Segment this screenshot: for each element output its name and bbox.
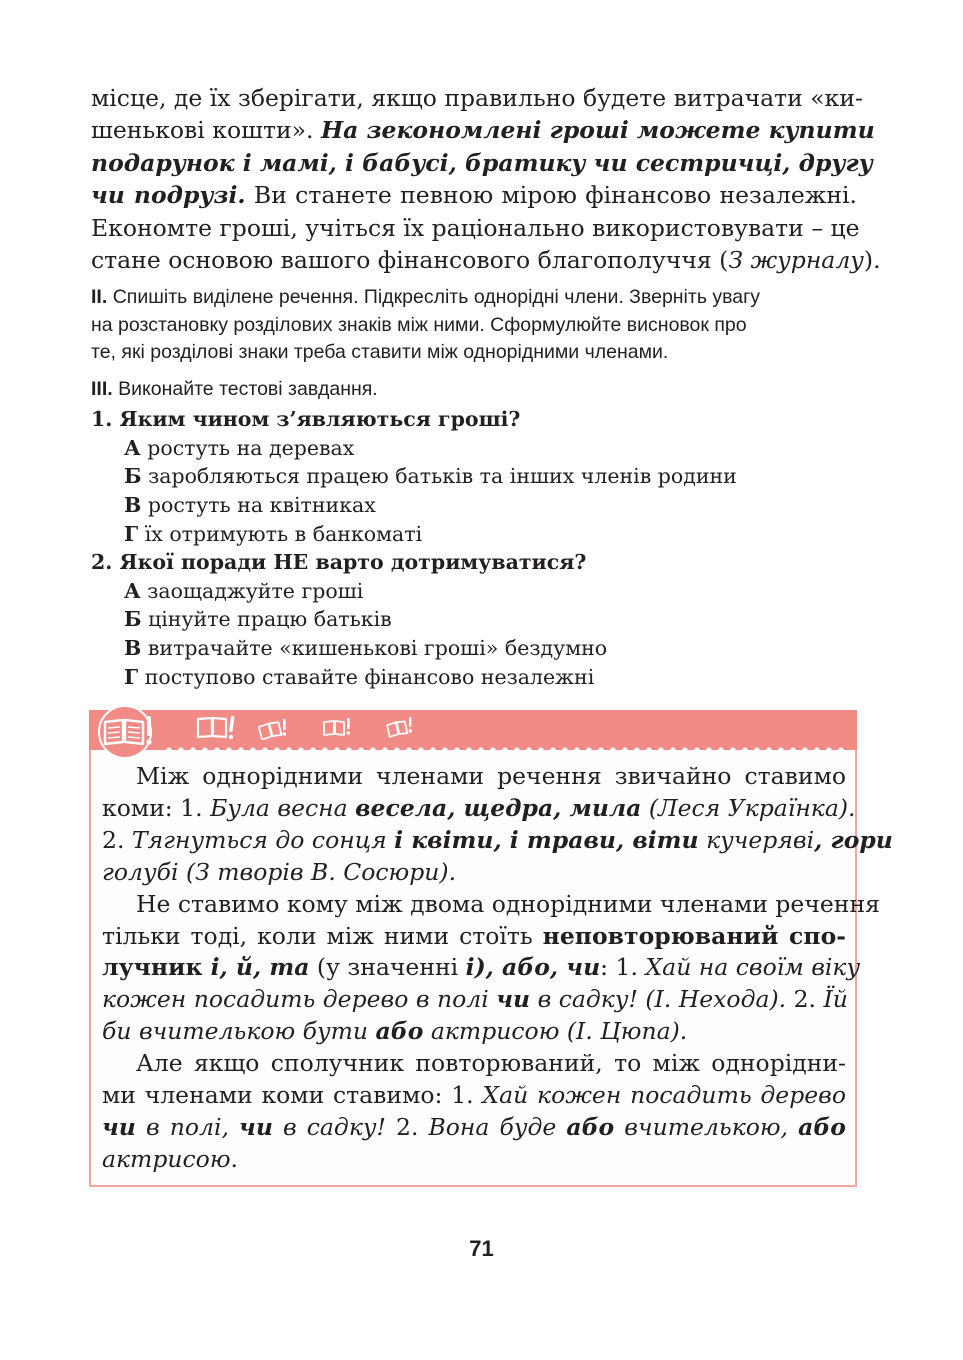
task-text: Спишіть виділене речення. Підкресліть однорідні члени. Зверніть увагу xyxy=(112,286,760,308)
intro-line xyxy=(91,147,873,179)
task-2-line: те, які розділові знаки треба ставити між однорідними членами. xyxy=(91,341,669,363)
task-2 xyxy=(91,284,859,367)
intro-text: Ви станете певною мірою фінансово незалежні. xyxy=(253,181,857,210)
rule-line xyxy=(102,1016,846,1048)
example-text: (Леся Українка). xyxy=(641,793,856,822)
rule-line xyxy=(102,1080,846,1112)
example-text: Їй xyxy=(823,985,848,1014)
rule-term: неповторюваний спо- xyxy=(542,921,846,950)
task-2-line: на розстановку розділових знаків між ними. Сформулюйте висновок про xyxy=(91,313,747,336)
source-citation: З журналу xyxy=(728,246,864,275)
question-2: 2. Якої поради НЕ варто дотримуватися? xyxy=(91,550,587,574)
question-1-option-a xyxy=(124,434,354,463)
rule-text-part: 2. xyxy=(102,825,132,854)
example-text: Хай на своїм віку xyxy=(645,953,861,982)
intro-line xyxy=(91,244,881,276)
example-text: Вона буде xyxy=(428,1112,567,1141)
rule-text-part: тільки тоді, коли між ними стоїть xyxy=(102,921,543,950)
rule-text xyxy=(102,761,893,1176)
example-highlight: або xyxy=(566,1112,615,1141)
intro-text: ). xyxy=(863,246,881,275)
option-text: ростуть на квітниках xyxy=(147,493,376,517)
option-text: цінуйте працю батьків xyxy=(148,607,392,631)
question-1-option-b xyxy=(124,462,737,491)
highlighted-sentence: На зекономлені гроші можете купити xyxy=(320,116,875,145)
example-highlight: або xyxy=(798,1112,846,1141)
rule-term: і, й, та xyxy=(210,953,310,982)
task-3 xyxy=(91,376,859,404)
example-text: Тягнуться до сонця xyxy=(131,825,395,854)
example-text: Хай кожен посадить дерево xyxy=(482,1081,846,1110)
question-2-option-a xyxy=(124,577,363,606)
example-text: в полі, xyxy=(135,1112,240,1141)
book-exclamation-icon xyxy=(196,714,238,742)
example-highlight: чи xyxy=(239,1112,273,1141)
example-text: кучеряві xyxy=(698,825,815,854)
page-number: 71 xyxy=(469,1236,494,1261)
option-letter: В xyxy=(124,493,142,517)
example-highlight: і квіти, і трави, віти xyxy=(394,825,699,854)
scallop-border xyxy=(89,744,857,754)
rule-line: Між однорідними членами речення звичайно ставимо xyxy=(136,762,846,790)
intro-line xyxy=(91,114,875,146)
highlighted-sentence: чи подрузі. xyxy=(91,181,246,210)
example-text: кожен посадить дерево в полі xyxy=(102,985,497,1014)
example-highlight: весела, щедра, мила xyxy=(355,793,642,822)
rule-line xyxy=(102,857,846,889)
rule-text-part: : 1. xyxy=(600,953,646,982)
question-1-option-c xyxy=(124,491,376,520)
rule-text-part: 2. xyxy=(786,985,824,1014)
book-exclamation-icon xyxy=(322,716,354,738)
option-letter: Г xyxy=(124,522,139,546)
intro-text: шенькові кошти». xyxy=(91,116,314,145)
question-1: 1. Яким чином з’являються гроші? xyxy=(91,407,521,431)
option-text: поступово ставайте фінансово незалежні xyxy=(144,665,595,689)
rule-line xyxy=(102,952,861,984)
question-2-option-c xyxy=(124,634,607,663)
option-text: заробляються працею батьків та інших членів родини xyxy=(148,464,737,488)
example-text: актрисою (І. Цюпа). xyxy=(423,1017,688,1046)
option-text: витрачайте «кишенькові гроші» бездумно xyxy=(147,636,608,660)
rule-text-part: ми членами коми ставимо: 1. xyxy=(102,1081,483,1110)
rule-term: лучник xyxy=(102,953,211,982)
highlighted-sentence: подарунок і мамі, і бабусі, братику чи сестричці, другу xyxy=(91,148,873,177)
example-highlight: чи xyxy=(496,985,531,1014)
option-letter: Б xyxy=(124,464,142,488)
example-text: в садку! (І. Нехода). xyxy=(530,985,787,1014)
example-text: голубі (З творів В. Сосюри). xyxy=(102,857,457,886)
option-letter: Б xyxy=(124,607,142,631)
task-number: III. xyxy=(91,378,113,400)
question-1-option-d xyxy=(124,520,422,549)
task-number: II. xyxy=(91,286,108,308)
book-exclamation-icon xyxy=(91,704,161,760)
option-letter: А xyxy=(124,436,141,460)
example-text: вчителькою, xyxy=(614,1112,799,1141)
intro-line: місце, де їх зберігати, якщо правильно будете витрачати «ки- xyxy=(91,84,863,112)
rule-term: і), або, чи xyxy=(465,953,601,982)
rule-line xyxy=(102,921,846,953)
task-text: Виконайте тестові завдання. xyxy=(118,378,378,400)
rule-line xyxy=(102,793,856,825)
question-2-option-b xyxy=(124,605,392,634)
intro-text: стане основою вашого фінансового благополуччя ( xyxy=(91,246,729,275)
task-2-line xyxy=(91,284,859,312)
question-2-option-d xyxy=(124,663,594,692)
option-text: заощаджуйте гроші xyxy=(147,579,364,603)
rule-line xyxy=(102,825,893,857)
rule-text-part: (у значенні xyxy=(309,953,466,982)
rule-text-part: 2. xyxy=(385,1112,429,1141)
option-letter: В xyxy=(124,636,142,660)
book-exclamation-icon xyxy=(386,716,416,738)
book-exclamation-icon xyxy=(258,718,290,740)
option-letter: А xyxy=(124,579,141,603)
example-text: би вчителькою бути xyxy=(102,1017,376,1046)
intro-line: Економте гроші, учіться їх раціонально використовувати – це xyxy=(91,213,860,242)
rule-line: Але якщо сполучник повторюваний, то між однорідни- xyxy=(136,1049,846,1078)
rule-text-part: коми: 1. xyxy=(102,793,211,822)
option-letter: Г xyxy=(124,665,139,689)
intro-paragraph xyxy=(91,82,881,276)
example-highlight: або xyxy=(375,1017,424,1046)
option-text: ростуть на деревах xyxy=(147,436,355,460)
rule-line: Не ставимо кому між двома однорідними членами речення xyxy=(136,889,880,918)
rule-line xyxy=(102,1112,846,1144)
example-text: в садку! xyxy=(272,1112,386,1141)
intro-line xyxy=(91,179,857,211)
rule-line xyxy=(102,984,846,1016)
example-highlight: чи xyxy=(102,1112,136,1141)
example-text: актрисою. xyxy=(102,1144,238,1173)
example-highlight: , гори xyxy=(814,825,893,854)
task-3-line xyxy=(91,376,859,404)
rule-line xyxy=(102,1144,846,1176)
option-text: їх отримують в банкоматі xyxy=(144,522,423,546)
example-text: Була весна xyxy=(210,793,356,822)
